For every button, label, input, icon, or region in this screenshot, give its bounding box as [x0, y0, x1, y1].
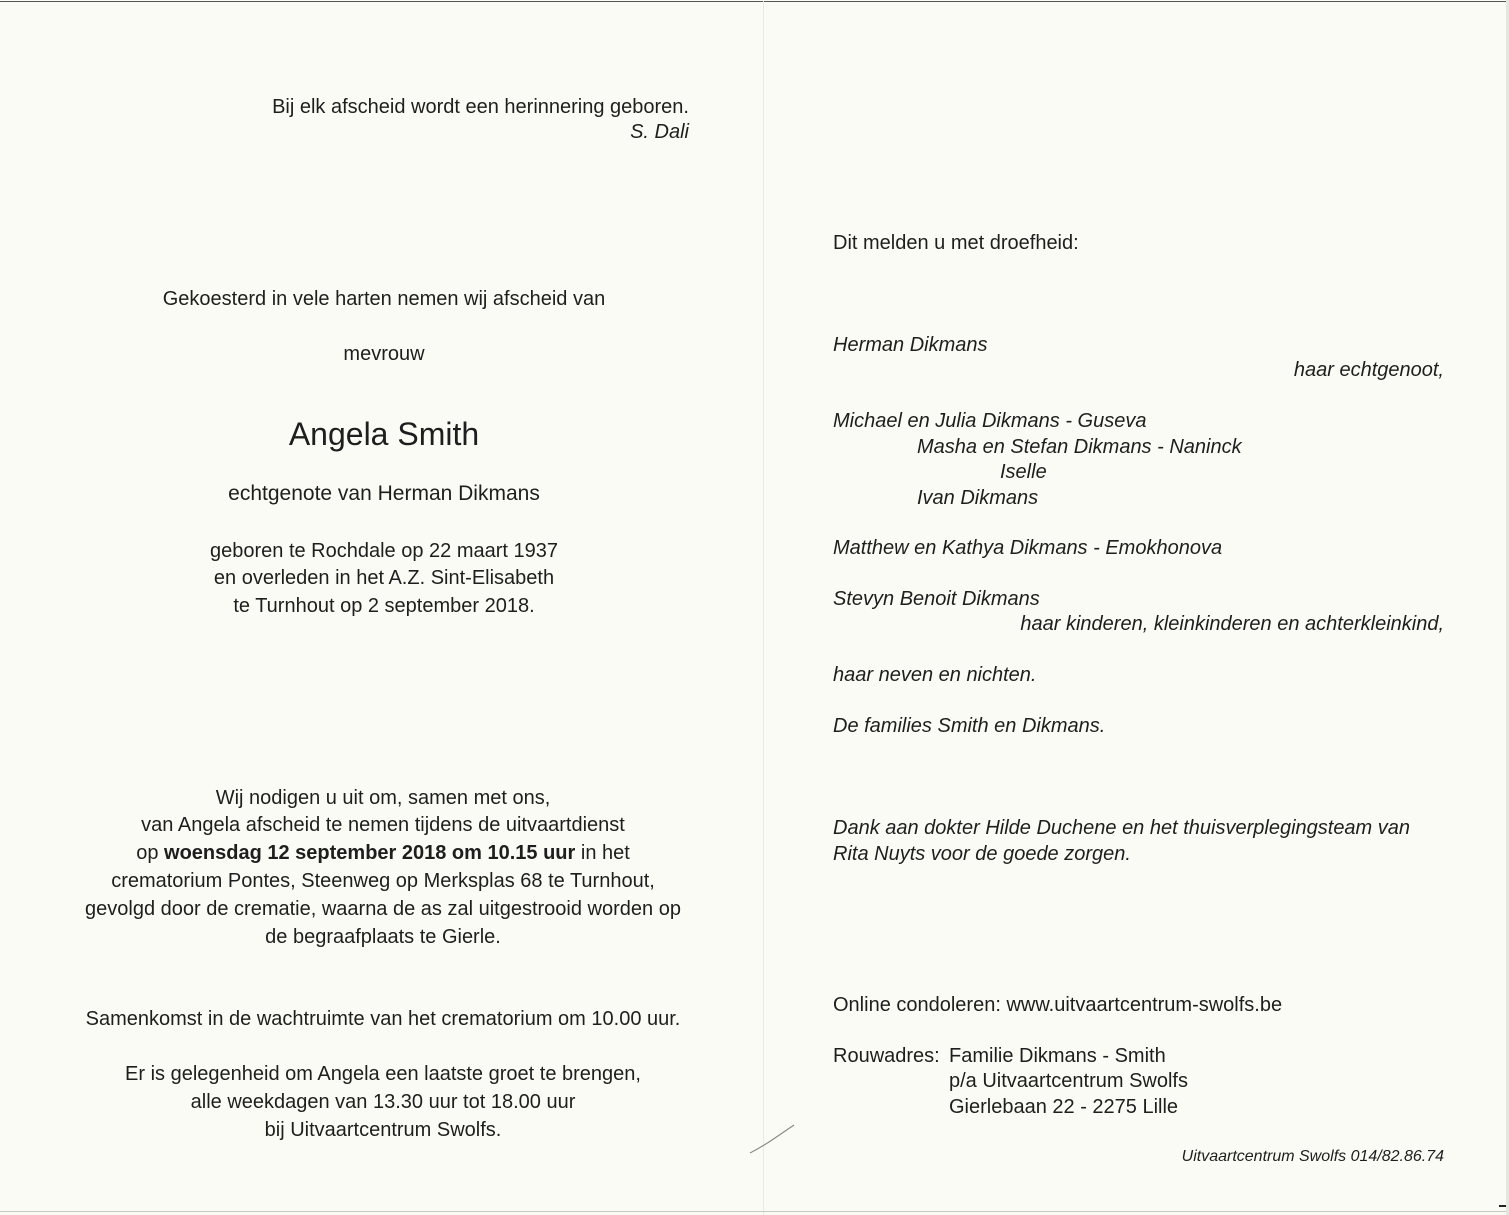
- invite-line-1: Wij nodigen u uit om, samen met ons,: [215, 787, 551, 809]
- honorific: mevrouw: [343, 343, 425, 365]
- funeral-home-footer: Uitvaartcentrum Swolfs 014/82.86.74: [1181, 1148, 1444, 1165]
- online-condolence: Online condoleren: www.uitvaartcentrum-swolfs.be: [833, 994, 1283, 1016]
- pen-stroke-mark: [748, 1122, 796, 1156]
- family-role: haar kinderen, kleinkinderen en achterkleinkind,: [1020, 613, 1444, 635]
- birth-line-2: en overleden in het A.Z. Sint-Elisabeth: [213, 567, 555, 589]
- invite-line-4: crematorium Pontes, Steenweg op Merksplas 68 te Turnhout,: [111, 870, 655, 892]
- spouse-line: echtgenote van Herman Dikmans: [228, 482, 540, 505]
- top-edge-line: [0, 1, 1509, 2]
- visit-line-1: Er is gelegenheid om Angela een laatste groet te brengen,: [125, 1063, 641, 1085]
- invite-line-3: [33, 840, 733, 866]
- address-line-1: Familie Dikmans - Smith: [949, 1045, 1166, 1067]
- bottom-edge-line: [0, 1211, 1509, 1212]
- birth-line-1: geboren te Rochdale op 22 maart 1937: [209, 540, 559, 562]
- corner-mark: [1499, 1205, 1506, 1207]
- invite-line-2: van Angela afscheid te nemen tijdens de uitvaartdienst: [141, 814, 625, 836]
- announcement: Dit melden u met droefheid:: [833, 232, 1079, 254]
- address-label: Rouwadres:: [833, 1045, 940, 1067]
- invite-line-5: gevolgd door de crematie, waarna de as zal uitgestrooid worden op: [85, 898, 681, 920]
- family-member-2: Masha en Stefan Dikmans - Naninck: [917, 436, 1242, 458]
- thanks-line-1: Dank aan dokter Hilde Duchene en het thuisverplegingsteam van: [833, 817, 1411, 839]
- invite-line-6: de begraafplaats te Gierle.: [265, 926, 501, 948]
- deceased-name: Angela Smith: [288, 416, 480, 452]
- nephews-nieces: haar neven en nichten.: [833, 664, 1037, 686]
- quote-text: Bij elk afscheid wordt een herinnering geboren.: [272, 96, 689, 118]
- invite-line-3-pre: op: [136, 842, 165, 864]
- visit-line-3: bij Uitvaartcentrum Swolfs.: [264, 1119, 502, 1141]
- families-line: De families Smith en Dikmans.: [833, 715, 1106, 737]
- family-member-6: Stevyn Benoit Dikmans: [833, 588, 1040, 610]
- family-member-4: Ivan Dikmans: [917, 487, 1039, 509]
- address-line-3: Gierlebaan 22 - 2275 Lille: [949, 1096, 1179, 1118]
- gathering-text: Samenkomst in de wachtruimte van het crematorium om 10.00 uur.: [85, 1008, 681, 1030]
- husband-name: Herman Dikmans: [833, 334, 988, 356]
- quote-author: S. Dali: [630, 121, 689, 143]
- intro-text: Gekoesterd in vele harten nemen wij afscheid van: [162, 288, 606, 310]
- family-member-1: Michael en Julia Dikmans - Guseva: [833, 410, 1147, 432]
- birth-line-3: te Turnhout op 2 september 2018.: [233, 595, 535, 617]
- thanks-line-2: Rita Nuyts voor de goede zorgen.: [833, 843, 1131, 865]
- invite-line-3-post: in het: [575, 842, 630, 864]
- family-member-5: Matthew en Kathya Dikmans - Emokhonova: [833, 537, 1223, 559]
- visit-line-2: alle weekdagen van 13.30 uur tot 18.00 uur: [190, 1091, 576, 1113]
- address-line-2: p/a Uitvaartcentrum Swolfs: [949, 1070, 1188, 1092]
- card-fold: [763, 0, 764, 1215]
- husband-role: haar echtgenoot,: [1293, 359, 1444, 381]
- family-member-3: Iselle: [1000, 461, 1047, 483]
- service-datetime: woensdag 12 september 2018 om 10.15 uur: [164, 842, 576, 864]
